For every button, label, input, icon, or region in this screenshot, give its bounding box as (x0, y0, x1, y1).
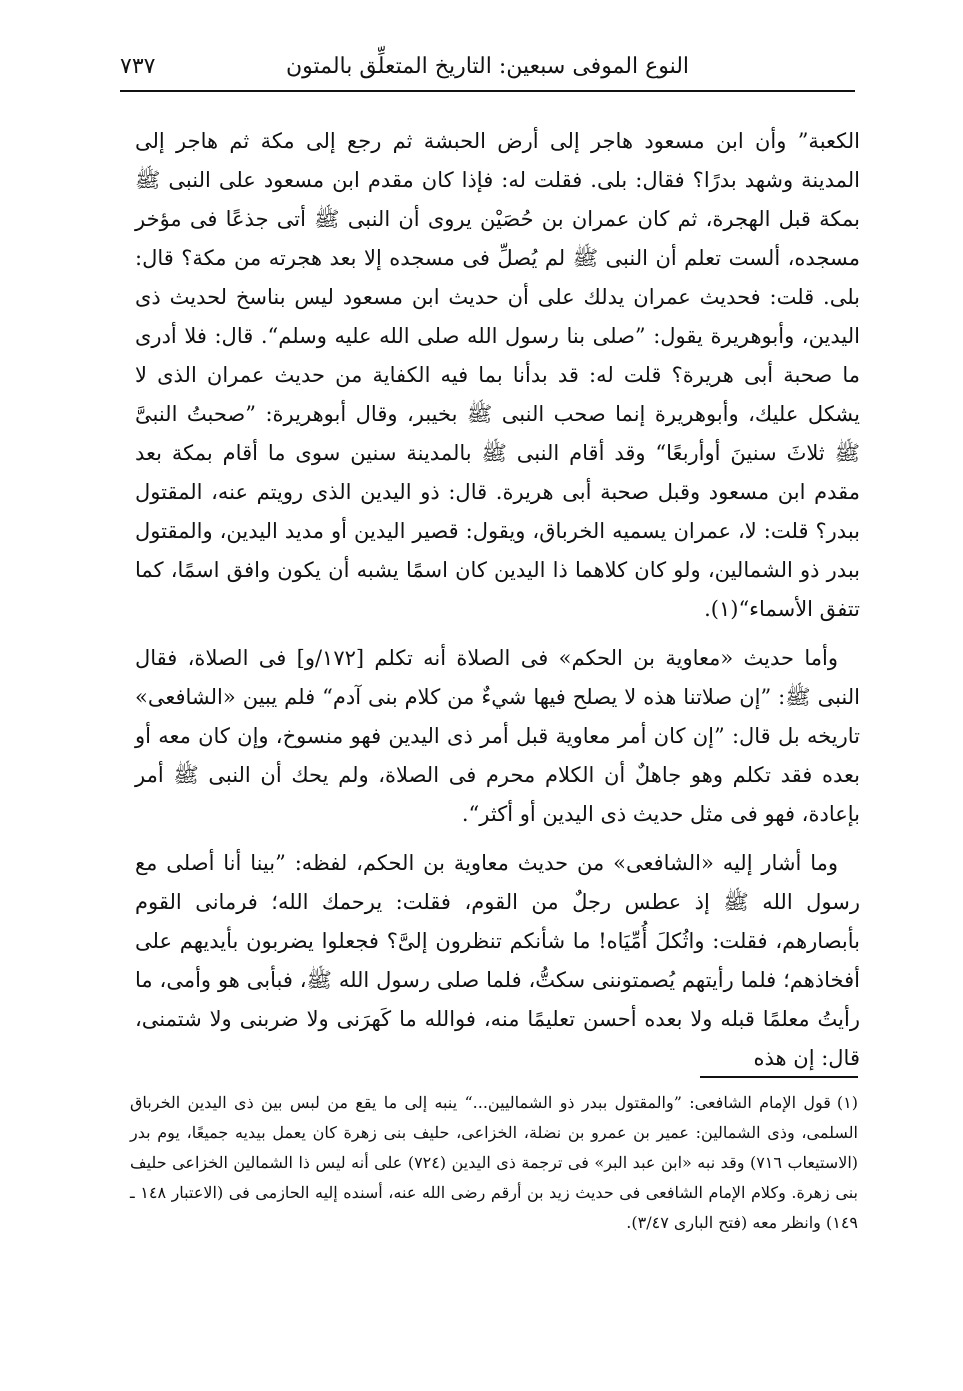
page-number: ٧٣٧ (120, 54, 156, 79)
footnotes (130, 1088, 858, 1238)
header-rule (120, 90, 855, 92)
running-header (120, 48, 855, 88)
footnote-marker: (١) (836, 1093, 858, 1112)
paragraph: وأما حديث «معاوية بن الحكم» فى الصلاة أنه تكلم [١٧٢/و] فى الصلاة، فقال النبى ﷺ: ”إن صلاتنا هذه لا يصلح فيها شيءٌ من كلام بنى آدم“ فلم يبين «الشافعى» تاريخه بل قال: ”إن كان أمر معاوية قبل أمر ذى اليدين فهو منسوخ، وإن كان معه أو بعده فقد تكلم وهو جاهلٌ أن الكلام محرم فى الصلاة، ولم يحك أن النبى ﷺ أمر بإعادة، فهو فى مثل حديث ذى اليدين أو أكثر“. (135, 646, 861, 826)
footnote-rule (700, 1076, 858, 1078)
main-text (135, 122, 860, 1088)
footnote-text: قول الإمام الشافعى: ”والمقتول ببدر ذو الشماليين...“ ينبه إلى ما يقع من لبس بين ذى اليدين الخرباق السلمى، وذى الشمالين: عمير بن عمرو بن نضلة، الخزاعى، حليف بنى زهرة كان يعمل بيديه جميعًا، يوم بدر (الاستيعاب ٧١٦) وقد نبه «ابن عبد البر» فى ترجمة ذى اليدين (٧٢٤) على أنه ليس ذا الشمالين الخزاعى حليف بنى زهرة. وكلام الإمام الشافعى فى حديث زيد بن أرقم رضى الله عنه، أسنده إليه الحازمى فى (الاعتبار ١٤٨ ـ ١٤٩) وانظر معه (فتح البارى ٣/٤٧). (130, 1093, 858, 1232)
paragraph: الكعبة” وأن ابن مسعود هاجر إلى أرض الحبشة ثم رجع إلى مكة ثم هاجر إلى المدينة وشهد بدرًا؟ فقال: بلى. فقلت له: فإذا كان مقدم ابن مسعود على النبى ﷺ بمكة قبل الهجرة، ثم كان عمران بن حُصَيْن يروى أن النبى ﷺ أتى جذعًا فى مؤخر مسجده، ألست تعلم أن النبى ﷺ لم يُصلِّ فى مسجده إلا بعد هجرته من مكة؟ قال: بلى. قلت: فحديث عمران يدلك على أن حديث ابن مسعود ليس بناسخ لحديث ذى اليدين، وأبوهريرة يقول: ”صلى بنا رسول الله صلى الله عليه وسلم“. قال: فلا أدرى ما صحبة أبى هريرة؟ قلت له: قد بدأنا بما فيه الكفاية من حديث عمران الذى لا يشكل عليك، وأبوهريرة إنما صحب النبى ﷺ بخيبر، وقال أبوهريرة: ”صحبتُ النبىَّ ﷺ ثلاثَ سنينَ أوأربعًا“ وقد أقام النبى ﷺ بالمدينة سنين سوى ما أقام بمكة بعد مقدم ابن مسعود وقبل صحبة أبى هريرة. قال: ذو اليدين الذى رويتم عنه، المقتول ببدر؟ قلت: لا، عمران يسميه الخرباق، ويقول: قصير اليدين أو مديد اليدين، والمقتول ببدر ذو الشمالين، ولو كان كلاهما ذا اليدين كان اسمًا يشبه أن يكون وافق اسمًا، كما تتفق الأسماء“(١). (135, 129, 860, 621)
paragraph: وما أشار إليه «الشافعى» من حديث معاوية بن الحكم، لفظه: ”بينا أنا أصلى مع رسول الله ﷺ إذ عطس رجلٌ من القوم، فقلت: يرحمك الله؛ فرمانى القوم بأبصارهم، فقلت: واثُكلَ أُمِّيَاه! ما شأنكم تنظرون إلىَّ؟ فجعلوا يضربون بأيديهم على أفخاذهم؛ فلما رأيتهم يُصمتوننى سكتُّ، فلما صلى رسول الله ﷺ، فبأبى هو وأمى، ما رأيتُ معلمًا قبله ولا بعده أحسن تعليمًا منه، فوالله ما كَهرَنى ولا ضربنى ولا شتمنى، قال: إن هذه (135, 851, 860, 1070)
footnote (130, 1088, 858, 1238)
running-header-title: النوع الموفى سبعين: التاريخ المتعلِّق بالمتون (285, 54, 690, 79)
